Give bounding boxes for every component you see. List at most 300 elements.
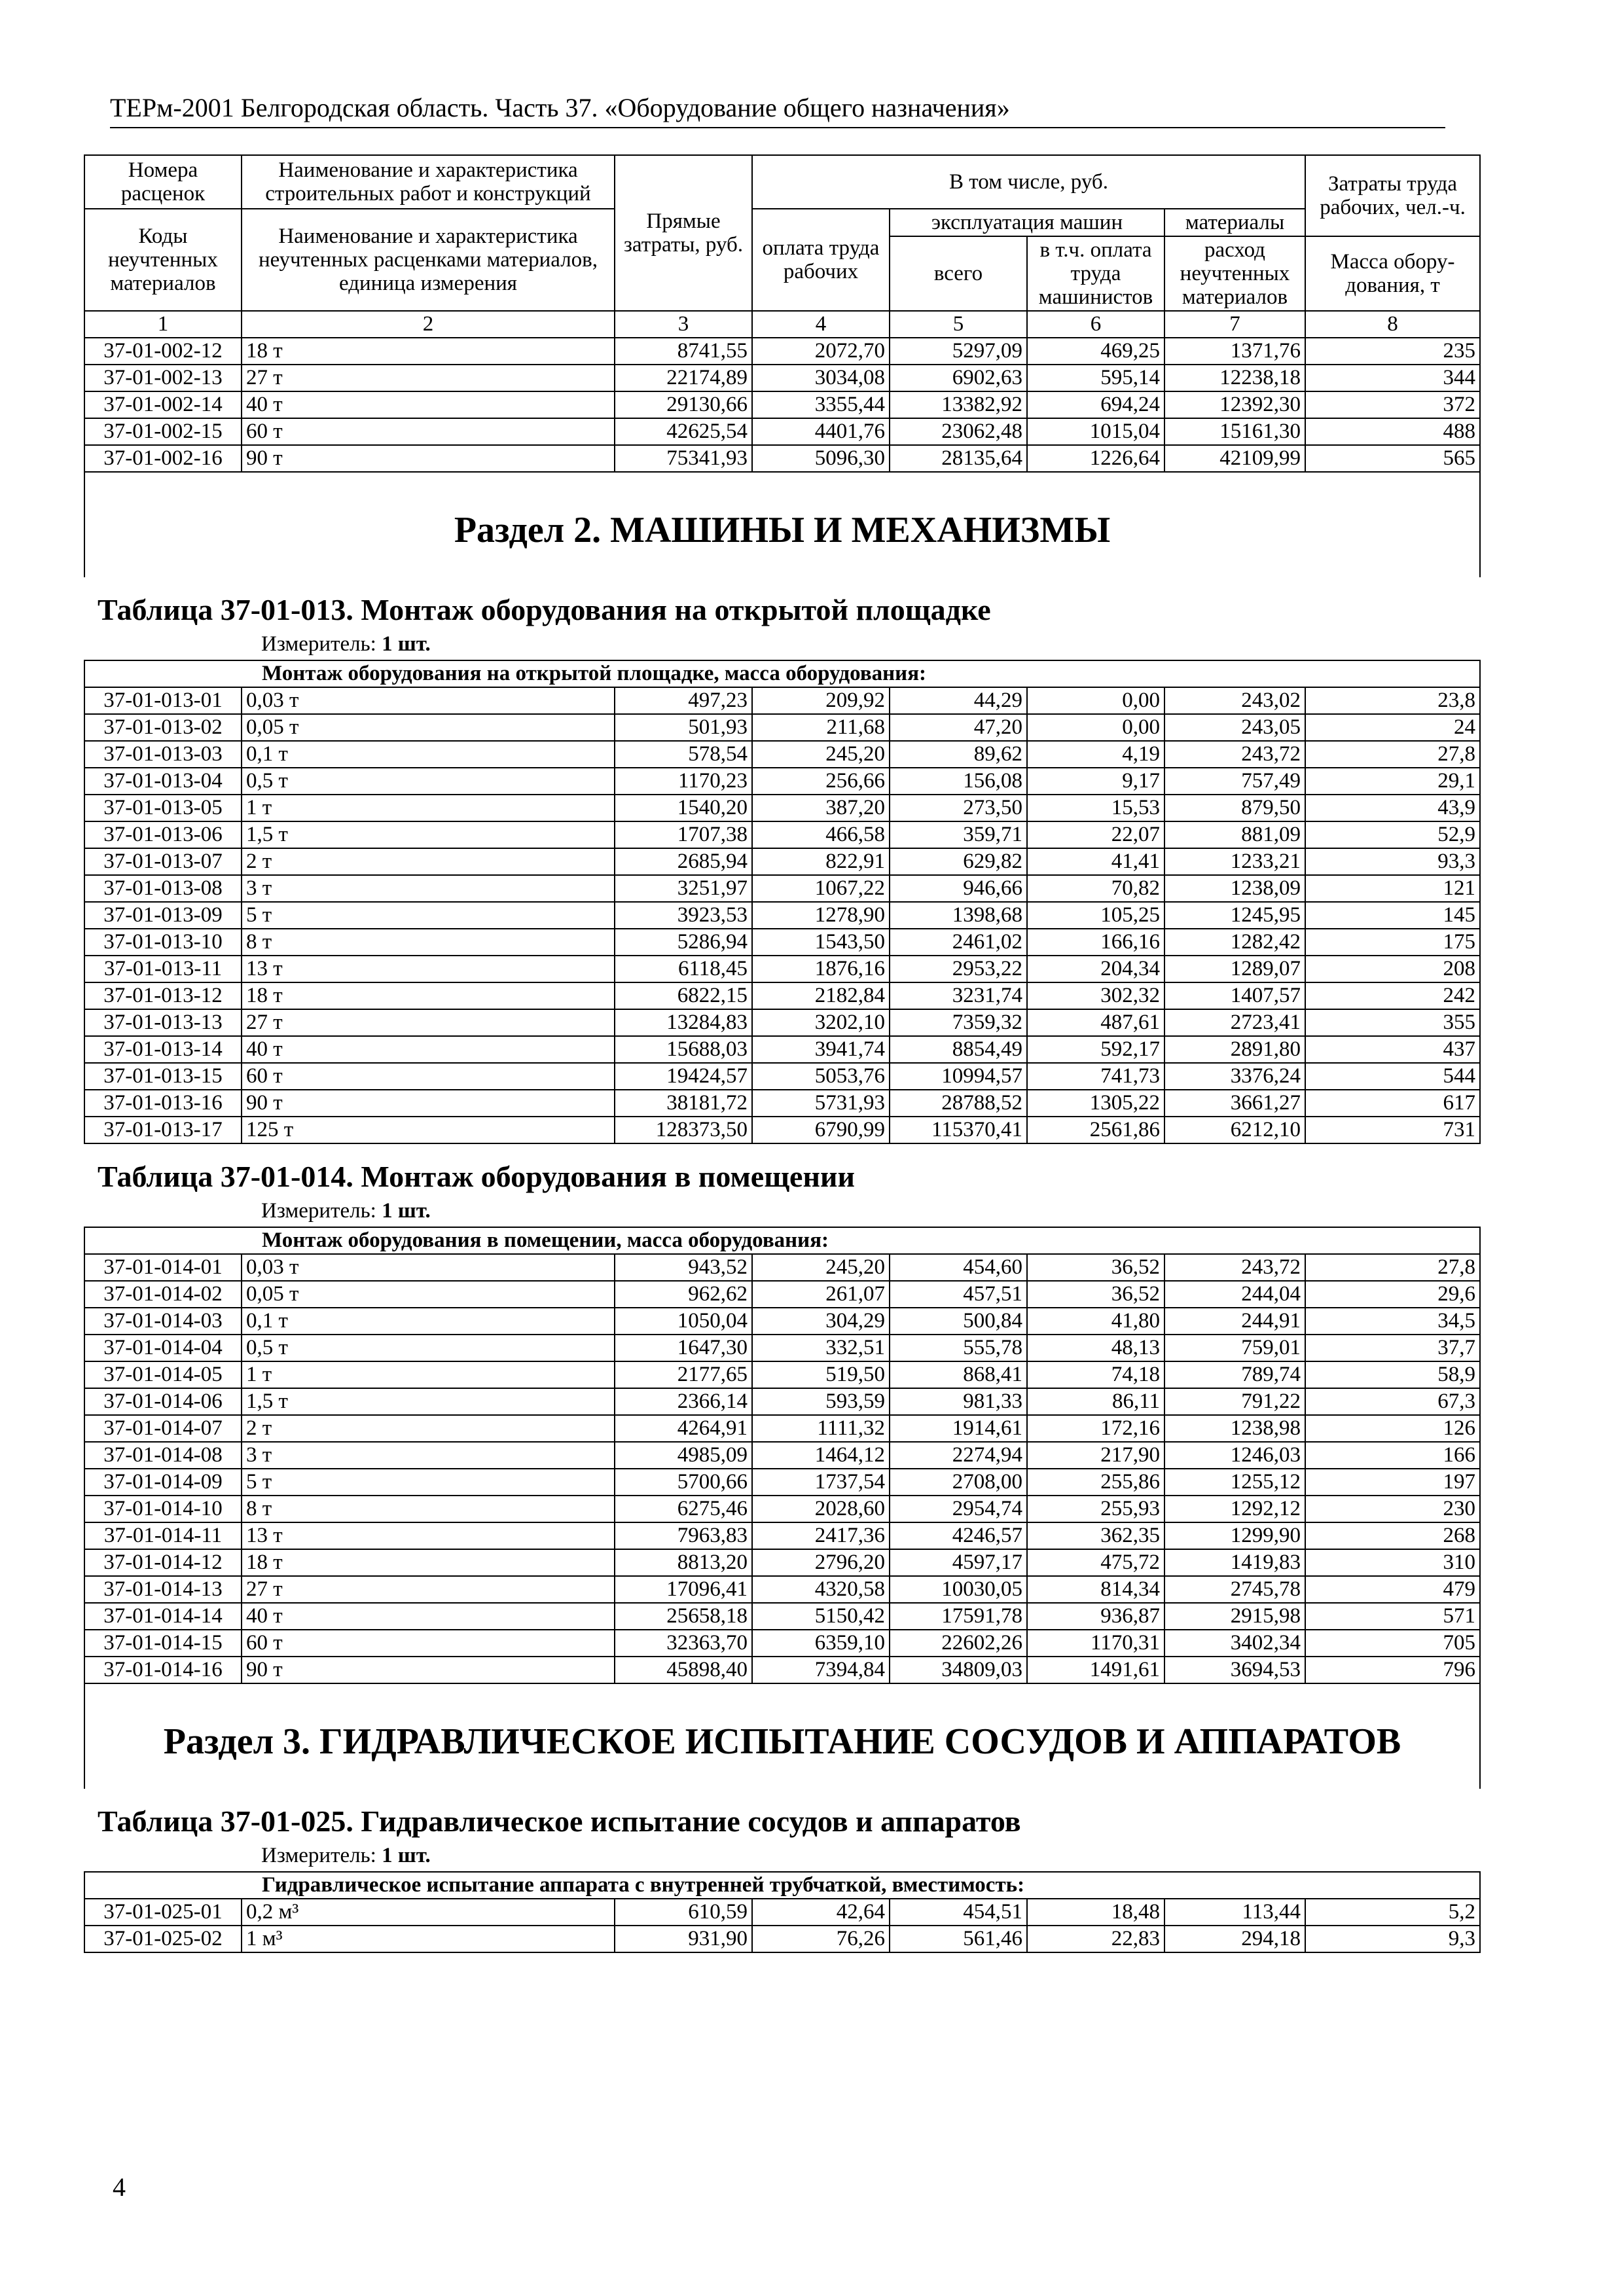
table-row (84, 1469, 1480, 1496)
table-row (84, 1630, 1480, 1657)
direct-costs: 6118,45 (615, 956, 752, 982)
table-row (84, 365, 1480, 391)
labor-costs: 208 (1305, 956, 1480, 982)
machines-labor: 1226,64 (1027, 445, 1164, 472)
direct-costs: 32363,70 (615, 1630, 752, 1657)
table-title: Таблица 37-01-013. Монтаж оборудования на открытой площадке (98, 593, 991, 626)
item-name: 90 т (242, 1657, 615, 1683)
machines-labor: 36,52 (1027, 1281, 1164, 1308)
rate-code: 37-01-014-11 (84, 1522, 242, 1549)
machines-labor: 48,13 (1027, 1335, 1164, 1361)
meter-value: 1 шт. (382, 1199, 431, 1223)
rate-code: 37-01-014-15 (84, 1630, 242, 1657)
item-name: 18 т (242, 1549, 615, 1576)
machines-total: 8854,49 (890, 1036, 1027, 1063)
materials: 12392,30 (1164, 391, 1305, 418)
labor-pay: 5053,76 (752, 1063, 890, 1090)
direct-costs: 8741,55 (615, 338, 752, 365)
machines-labor: 255,93 (1027, 1496, 1164, 1522)
labor-costs: 197 (1305, 1469, 1480, 1496)
rate-code: 37-01-002-14 (84, 391, 242, 418)
labor-costs: 52,9 (1305, 821, 1480, 848)
labor-costs: 565 (1305, 445, 1480, 472)
direct-costs: 6275,46 (615, 1496, 752, 1522)
machines-labor: 9,17 (1027, 768, 1164, 795)
table-row (84, 1415, 1480, 1442)
labor-costs-header: Затраты труда рабочих, чел.-ч. (1305, 155, 1480, 236)
machines-total: 6902,63 (890, 365, 1027, 391)
column-number: 1 (84, 311, 242, 338)
machines-total: 28788,52 (890, 1090, 1027, 1117)
labor-pay: 209,92 (752, 687, 890, 714)
labor-costs: 37,7 (1305, 1335, 1480, 1361)
materials: 1245,95 (1164, 902, 1305, 929)
item-name: 1 т (242, 795, 615, 821)
item-name: 40 т (242, 1036, 615, 1063)
item-name: 0,05 т (242, 1281, 615, 1308)
machines-total: 629,82 (890, 848, 1027, 875)
machines-total: 89,62 (890, 741, 1027, 768)
materials: 244,91 (1164, 1308, 1305, 1335)
materials: 12238,18 (1164, 365, 1305, 391)
labor-pay: 304,29 (752, 1308, 890, 1335)
subheader-row (84, 660, 1480, 687)
materials: 42109,99 (1164, 445, 1305, 472)
labor-pay-header: оплата труда рабочих (752, 209, 890, 311)
column-number: 3 (615, 311, 752, 338)
labor-pay: 2796,20 (752, 1549, 890, 1576)
materials: 243,72 (1164, 1254, 1305, 1281)
machines-labor: 1170,31 (1027, 1630, 1164, 1657)
meter-line (84, 628, 1480, 660)
materials: 3402,34 (1164, 1630, 1305, 1657)
rate-code: 37-01-014-12 (84, 1549, 242, 1576)
rate-code: 37-01-013-03 (84, 741, 242, 768)
machines-total: 3231,74 (890, 982, 1027, 1009)
machines-total: 946,66 (890, 875, 1027, 902)
table-row (84, 1388, 1480, 1415)
labor-costs: 571 (1305, 1603, 1480, 1630)
labor-costs: 310 (1305, 1549, 1480, 1576)
column-numbers-row (84, 311, 1480, 338)
item-name: 5 т (242, 1469, 615, 1496)
subheader-row (84, 1227, 1480, 1254)
item-name: 90 т (242, 445, 615, 472)
rate-code: 37-01-013-15 (84, 1063, 242, 1090)
direct-costs: 1170,23 (615, 768, 752, 795)
machines-labor: 475,72 (1027, 1549, 1164, 1576)
section-title: Раздел 2. МАШИНЫ И МЕХАНИЗМЫ (84, 472, 1480, 577)
table-row (84, 1361, 1480, 1388)
materials: 243,02 (1164, 687, 1305, 714)
direct-costs: 501,93 (615, 714, 752, 741)
direct-costs: 497,23 (615, 687, 752, 714)
labor-costs: 145 (1305, 902, 1480, 929)
materials: 243,72 (1164, 741, 1305, 768)
materials: 3661,27 (1164, 1090, 1305, 1117)
machines-total: 13382,92 (890, 391, 1027, 418)
rate-code: 37-01-013-02 (84, 714, 242, 741)
labor-costs: 479 (1305, 1576, 1480, 1603)
machines-labor: 18,48 (1027, 1899, 1164, 1926)
item-name: 1,5 т (242, 1388, 615, 1415)
item-name: 40 т (242, 1603, 615, 1630)
item-name: 27 т (242, 1009, 615, 1036)
labor-pay: 2072,70 (752, 338, 890, 365)
labor-pay: 3355,44 (752, 391, 890, 418)
direct-costs: 128373,50 (615, 1117, 752, 1143)
labor-pay: 822,91 (752, 848, 890, 875)
page-header: ТЕРм-2001 Белгородская область. Часть 37. «Оборудование общего назначения» (110, 92, 1445, 128)
rate-code: 37-01-013-10 (84, 929, 242, 956)
materials: 3376,24 (1164, 1063, 1305, 1090)
labor-costs: 488 (1305, 418, 1480, 445)
direct-costs: 19424,57 (615, 1063, 752, 1090)
machines-total: 555,78 (890, 1335, 1027, 1361)
column-number: 7 (1164, 311, 1305, 338)
table-row (84, 1576, 1480, 1603)
table-title-row (84, 1144, 1480, 1195)
table-row (84, 929, 1480, 956)
direct-costs: 943,52 (615, 1254, 752, 1281)
table-row (84, 1281, 1480, 1308)
machines-total: 500,84 (890, 1308, 1027, 1335)
direct-costs: 962,62 (615, 1281, 752, 1308)
labor-costs: 5,2 (1305, 1899, 1480, 1926)
table-row (84, 1899, 1480, 1926)
machines-labor: 217,90 (1027, 1442, 1164, 1469)
table-subheader: Монтаж оборудования в помещении, масса оборудования: (84, 1227, 1480, 1254)
labor-pay: 2417,36 (752, 1522, 890, 1549)
table-row (84, 982, 1480, 1009)
table-title: Таблица 37-01-025. Гидравлическое испытание сосудов и аппаратов (98, 1804, 1021, 1838)
labor-pay: 2182,84 (752, 982, 890, 1009)
machines-labor: 302,32 (1027, 982, 1164, 1009)
table-row (84, 956, 1480, 982)
rate-code: 37-01-014-06 (84, 1388, 242, 1415)
labor-pay: 1543,50 (752, 929, 890, 956)
rate-code: 37-01-013-07 (84, 848, 242, 875)
materials: 1407,57 (1164, 982, 1305, 1009)
labor-pay: 4401,76 (752, 418, 890, 445)
machines-labor: 41,80 (1027, 1308, 1164, 1335)
direct-costs: 29130,66 (615, 391, 752, 418)
materials: 1282,42 (1164, 929, 1305, 956)
labor-costs: 175 (1305, 929, 1480, 956)
table-row (84, 445, 1480, 472)
section-row (84, 1683, 1480, 1789)
machines-total: 1914,61 (890, 1415, 1027, 1442)
direct-costs: 5700,66 (615, 1469, 752, 1496)
item-name: 27 т (242, 365, 615, 391)
materials: 789,74 (1164, 1361, 1305, 1388)
rate-code: 37-01-002-12 (84, 338, 242, 365)
labor-costs: 24 (1305, 714, 1480, 741)
machines-labor: 41,41 (1027, 848, 1164, 875)
labor-pay: 3941,74 (752, 1036, 890, 1063)
labor-pay: 2028,60 (752, 1496, 890, 1522)
direct-costs: 7963,83 (615, 1522, 752, 1549)
materials: 1292,12 (1164, 1496, 1305, 1522)
machines-total: 4246,57 (890, 1522, 1027, 1549)
machines-labor: 362,35 (1027, 1522, 1164, 1549)
table-row (84, 1036, 1480, 1063)
meter-value: 1 шт. (382, 632, 431, 656)
labor-costs: 23,8 (1305, 687, 1480, 714)
machines-total: 44,29 (890, 687, 1027, 714)
materials-sub-header: расход неучтенных материалов (1164, 236, 1305, 311)
labor-pay: 1067,22 (752, 875, 890, 902)
materials: 1299,90 (1164, 1522, 1305, 1549)
labor-pay: 5731,93 (752, 1090, 890, 1117)
rate-code: 37-01-014-02 (84, 1281, 242, 1308)
rate-code: 37-01-025-02 (84, 1926, 242, 1952)
column-number: 6 (1027, 311, 1164, 338)
direct-costs: 578,54 (615, 741, 752, 768)
machines-labor: 1491,61 (1027, 1657, 1164, 1683)
direct-costs: 15688,03 (615, 1036, 752, 1063)
rate-code: 37-01-025-01 (84, 1899, 242, 1926)
machines-total: 7359,32 (890, 1009, 1027, 1036)
rate-code: 37-01-014-07 (84, 1415, 242, 1442)
machines-total: 981,33 (890, 1388, 1027, 1415)
machines-total: 2954,74 (890, 1496, 1027, 1522)
table-row (84, 875, 1480, 902)
item-name: 8 т (242, 1496, 615, 1522)
machines-total: 868,41 (890, 1361, 1027, 1388)
labor-pay: 6359,10 (752, 1630, 890, 1657)
item-name: 3 т (242, 1442, 615, 1469)
table-row (84, 1603, 1480, 1630)
labor-costs: 34,5 (1305, 1308, 1480, 1335)
direct-costs: 2366,14 (615, 1388, 752, 1415)
machines-labor: 74,18 (1027, 1361, 1164, 1388)
labor-pay: 3034,08 (752, 365, 890, 391)
table-row (84, 714, 1480, 741)
incl-header: В том числе, руб. (752, 155, 1305, 209)
labor-pay: 7394,84 (752, 1657, 890, 1683)
column-number: 2 (242, 311, 615, 338)
labor-pay: 42,64 (752, 1899, 890, 1926)
direct-costs: 38181,72 (615, 1090, 752, 1117)
item-name: 0,5 т (242, 768, 615, 795)
labor-costs: 544 (1305, 1063, 1480, 1090)
table-row (84, 687, 1480, 714)
item-name: 0,03 т (242, 1254, 615, 1281)
labor-pay: 519,50 (752, 1361, 890, 1388)
item-name: 1 м³ (242, 1926, 615, 1952)
machines-total: 115370,41 (890, 1117, 1027, 1143)
materials: 1233,21 (1164, 848, 1305, 875)
direct-costs: 13284,83 (615, 1009, 752, 1036)
equip-mass-header: Масса обору-дования, т (1305, 236, 1480, 311)
machines-labor: 166,16 (1027, 929, 1164, 956)
item-name: 1,5 т (242, 821, 615, 848)
section-title: Раздел 3. ГИДРАВЛИЧЕСКОЕ ИСПЫТАНИЕ СОСУДОВ И АППАРАТОВ (84, 1683, 1480, 1789)
direct-costs: 1540,20 (615, 795, 752, 821)
name-header-bottom: Наименование и характеристика неучтенных расценками материалов, единица измерения (242, 209, 615, 311)
rate-code: 37-01-014-10 (84, 1496, 242, 1522)
item-name: 0,1 т (242, 741, 615, 768)
machines-labor: 105,25 (1027, 902, 1164, 929)
codes-header-top: Номера расценок (84, 155, 242, 209)
labor-costs: 126 (1305, 1415, 1480, 1442)
machines-labor: 4,19 (1027, 741, 1164, 768)
materials-header: материалы (1164, 209, 1305, 236)
machines-total: 273,50 (890, 795, 1027, 821)
labor-costs: 166 (1305, 1442, 1480, 1469)
column-number: 5 (890, 311, 1027, 338)
direct-costs-header: Прямые затраты, руб. (615, 155, 752, 311)
item-name: 13 т (242, 956, 615, 982)
direct-costs: 5286,94 (615, 929, 752, 956)
rate-code: 37-01-014-13 (84, 1576, 242, 1603)
machines-total: 28135,64 (890, 445, 1027, 472)
machines-labor: 694,24 (1027, 391, 1164, 418)
rate-code: 37-01-013-01 (84, 687, 242, 714)
machines-labor: 255,86 (1027, 1469, 1164, 1496)
price-table (84, 154, 1481, 1953)
rate-code: 37-01-014-04 (84, 1335, 242, 1361)
table-subheader: Гидравлическое испытание аппарата с внутренней трубчаткой, вместимость: (84, 1872, 1480, 1899)
rate-code: 37-01-013-05 (84, 795, 242, 821)
item-name: 60 т (242, 1063, 615, 1090)
machines-total: 47,20 (890, 714, 1027, 741)
labor-pay: 3202,10 (752, 1009, 890, 1036)
item-name: 0,05 т (242, 714, 615, 741)
machines-labor: 487,61 (1027, 1009, 1164, 1036)
machines-labor: 22,07 (1027, 821, 1164, 848)
materials: 2745,78 (1164, 1576, 1305, 1603)
rate-code: 37-01-013-13 (84, 1009, 242, 1036)
table-row (84, 848, 1480, 875)
meter-value: 1 шт. (382, 1844, 431, 1867)
machines-total-header: всего (890, 236, 1027, 311)
item-name: 40 т (242, 391, 615, 418)
direct-costs: 75341,93 (615, 445, 752, 472)
column-number: 8 (1305, 311, 1480, 338)
machines-total: 2274,94 (890, 1442, 1027, 1469)
materials: 1289,07 (1164, 956, 1305, 982)
direct-costs: 1050,04 (615, 1308, 752, 1335)
labor-pay: 6790,99 (752, 1117, 890, 1143)
item-name: 8 т (242, 929, 615, 956)
materials: 15161,30 (1164, 418, 1305, 445)
subheader-row (84, 1872, 1480, 1899)
table-title-row (84, 577, 1480, 628)
machines-labor: 741,73 (1027, 1063, 1164, 1090)
labor-costs: 372 (1305, 391, 1480, 418)
rate-code: 37-01-013-06 (84, 821, 242, 848)
table-row (84, 1549, 1480, 1576)
name-header-top: Наименование и характеристика строительных работ и конструкций (242, 155, 615, 209)
labor-costs: 242 (1305, 982, 1480, 1009)
meter-row (84, 1195, 1480, 1227)
table-row (84, 1254, 1480, 1281)
labor-pay: 211,68 (752, 714, 890, 741)
labor-costs: 67,3 (1305, 1388, 1480, 1415)
meter-row (84, 628, 1480, 660)
machines-labor: 469,25 (1027, 338, 1164, 365)
meter-line (84, 1840, 1480, 1872)
item-name: 18 т (242, 982, 615, 1009)
materials: 244,04 (1164, 1281, 1305, 1308)
machines-total: 17591,78 (890, 1603, 1027, 1630)
labor-costs: 617 (1305, 1090, 1480, 1117)
table-row (84, 1657, 1480, 1683)
materials: 2723,41 (1164, 1009, 1305, 1036)
materials: 879,50 (1164, 795, 1305, 821)
meter-label: Измеритель: (261, 632, 376, 656)
machines-labor: 595,14 (1027, 365, 1164, 391)
materials: 3694,53 (1164, 1657, 1305, 1683)
labor-pay: 4320,58 (752, 1576, 890, 1603)
machines-total: 34809,03 (890, 1657, 1027, 1683)
rate-code: 37-01-014-09 (84, 1469, 242, 1496)
labor-costs: 9,3 (1305, 1926, 1480, 1952)
machines-total: 156,08 (890, 768, 1027, 795)
table-subheader: Монтаж оборудования на открытой площадке, масса оборудования: (84, 660, 1480, 687)
rate-code: 37-01-014-14 (84, 1603, 242, 1630)
item-name: 0,5 т (242, 1335, 615, 1361)
machines-total: 5297,09 (890, 338, 1027, 365)
direct-costs: 2177,65 (615, 1361, 752, 1388)
table-row (84, 1335, 1480, 1361)
table-row (84, 1926, 1480, 1952)
direct-costs: 2685,94 (615, 848, 752, 875)
labor-costs: 796 (1305, 1657, 1480, 1683)
direct-costs: 45898,40 (615, 1657, 752, 1683)
labor-pay: 1111,32 (752, 1415, 890, 1442)
rate-code: 37-01-014-01 (84, 1254, 242, 1281)
table-row (84, 1117, 1480, 1143)
table-row (84, 1442, 1480, 1469)
item-name: 0,1 т (242, 1308, 615, 1335)
direct-costs: 25658,18 (615, 1603, 752, 1630)
labor-pay: 387,20 (752, 795, 890, 821)
labor-pay: 1876,16 (752, 956, 890, 982)
rate-code: 37-01-013-04 (84, 768, 242, 795)
table-title-row (84, 1789, 1480, 1840)
item-name: 2 т (242, 1415, 615, 1442)
labor-costs: 437 (1305, 1036, 1480, 1063)
materials: 757,49 (1164, 768, 1305, 795)
table-row (84, 1522, 1480, 1549)
price-table-document (84, 154, 1479, 1953)
section-row (84, 472, 1480, 577)
direct-costs: 610,59 (615, 1899, 752, 1926)
machines-total: 359,71 (890, 821, 1027, 848)
machines-labor: 36,52 (1027, 1254, 1164, 1281)
table-row (84, 418, 1480, 445)
rate-code: 37-01-002-16 (84, 445, 242, 472)
materials: 113,44 (1164, 1899, 1305, 1926)
machines-labor: 70,82 (1027, 875, 1164, 902)
machines-labor: 172,16 (1027, 1415, 1164, 1442)
machines-labor: 1015,04 (1027, 418, 1164, 445)
table-row (84, 741, 1480, 768)
machines-total: 457,51 (890, 1281, 1027, 1308)
machines-total: 10030,05 (890, 1576, 1027, 1603)
labor-costs: 27,8 (1305, 1254, 1480, 1281)
labor-costs: 235 (1305, 338, 1480, 365)
labor-pay: 1464,12 (752, 1442, 890, 1469)
machines-labor: 2561,86 (1027, 1117, 1164, 1143)
machines-labor: 1305,22 (1027, 1090, 1164, 1117)
item-name: 125 т (242, 1117, 615, 1143)
table-row (84, 1009, 1480, 1036)
rate-code: 37-01-013-16 (84, 1090, 242, 1117)
